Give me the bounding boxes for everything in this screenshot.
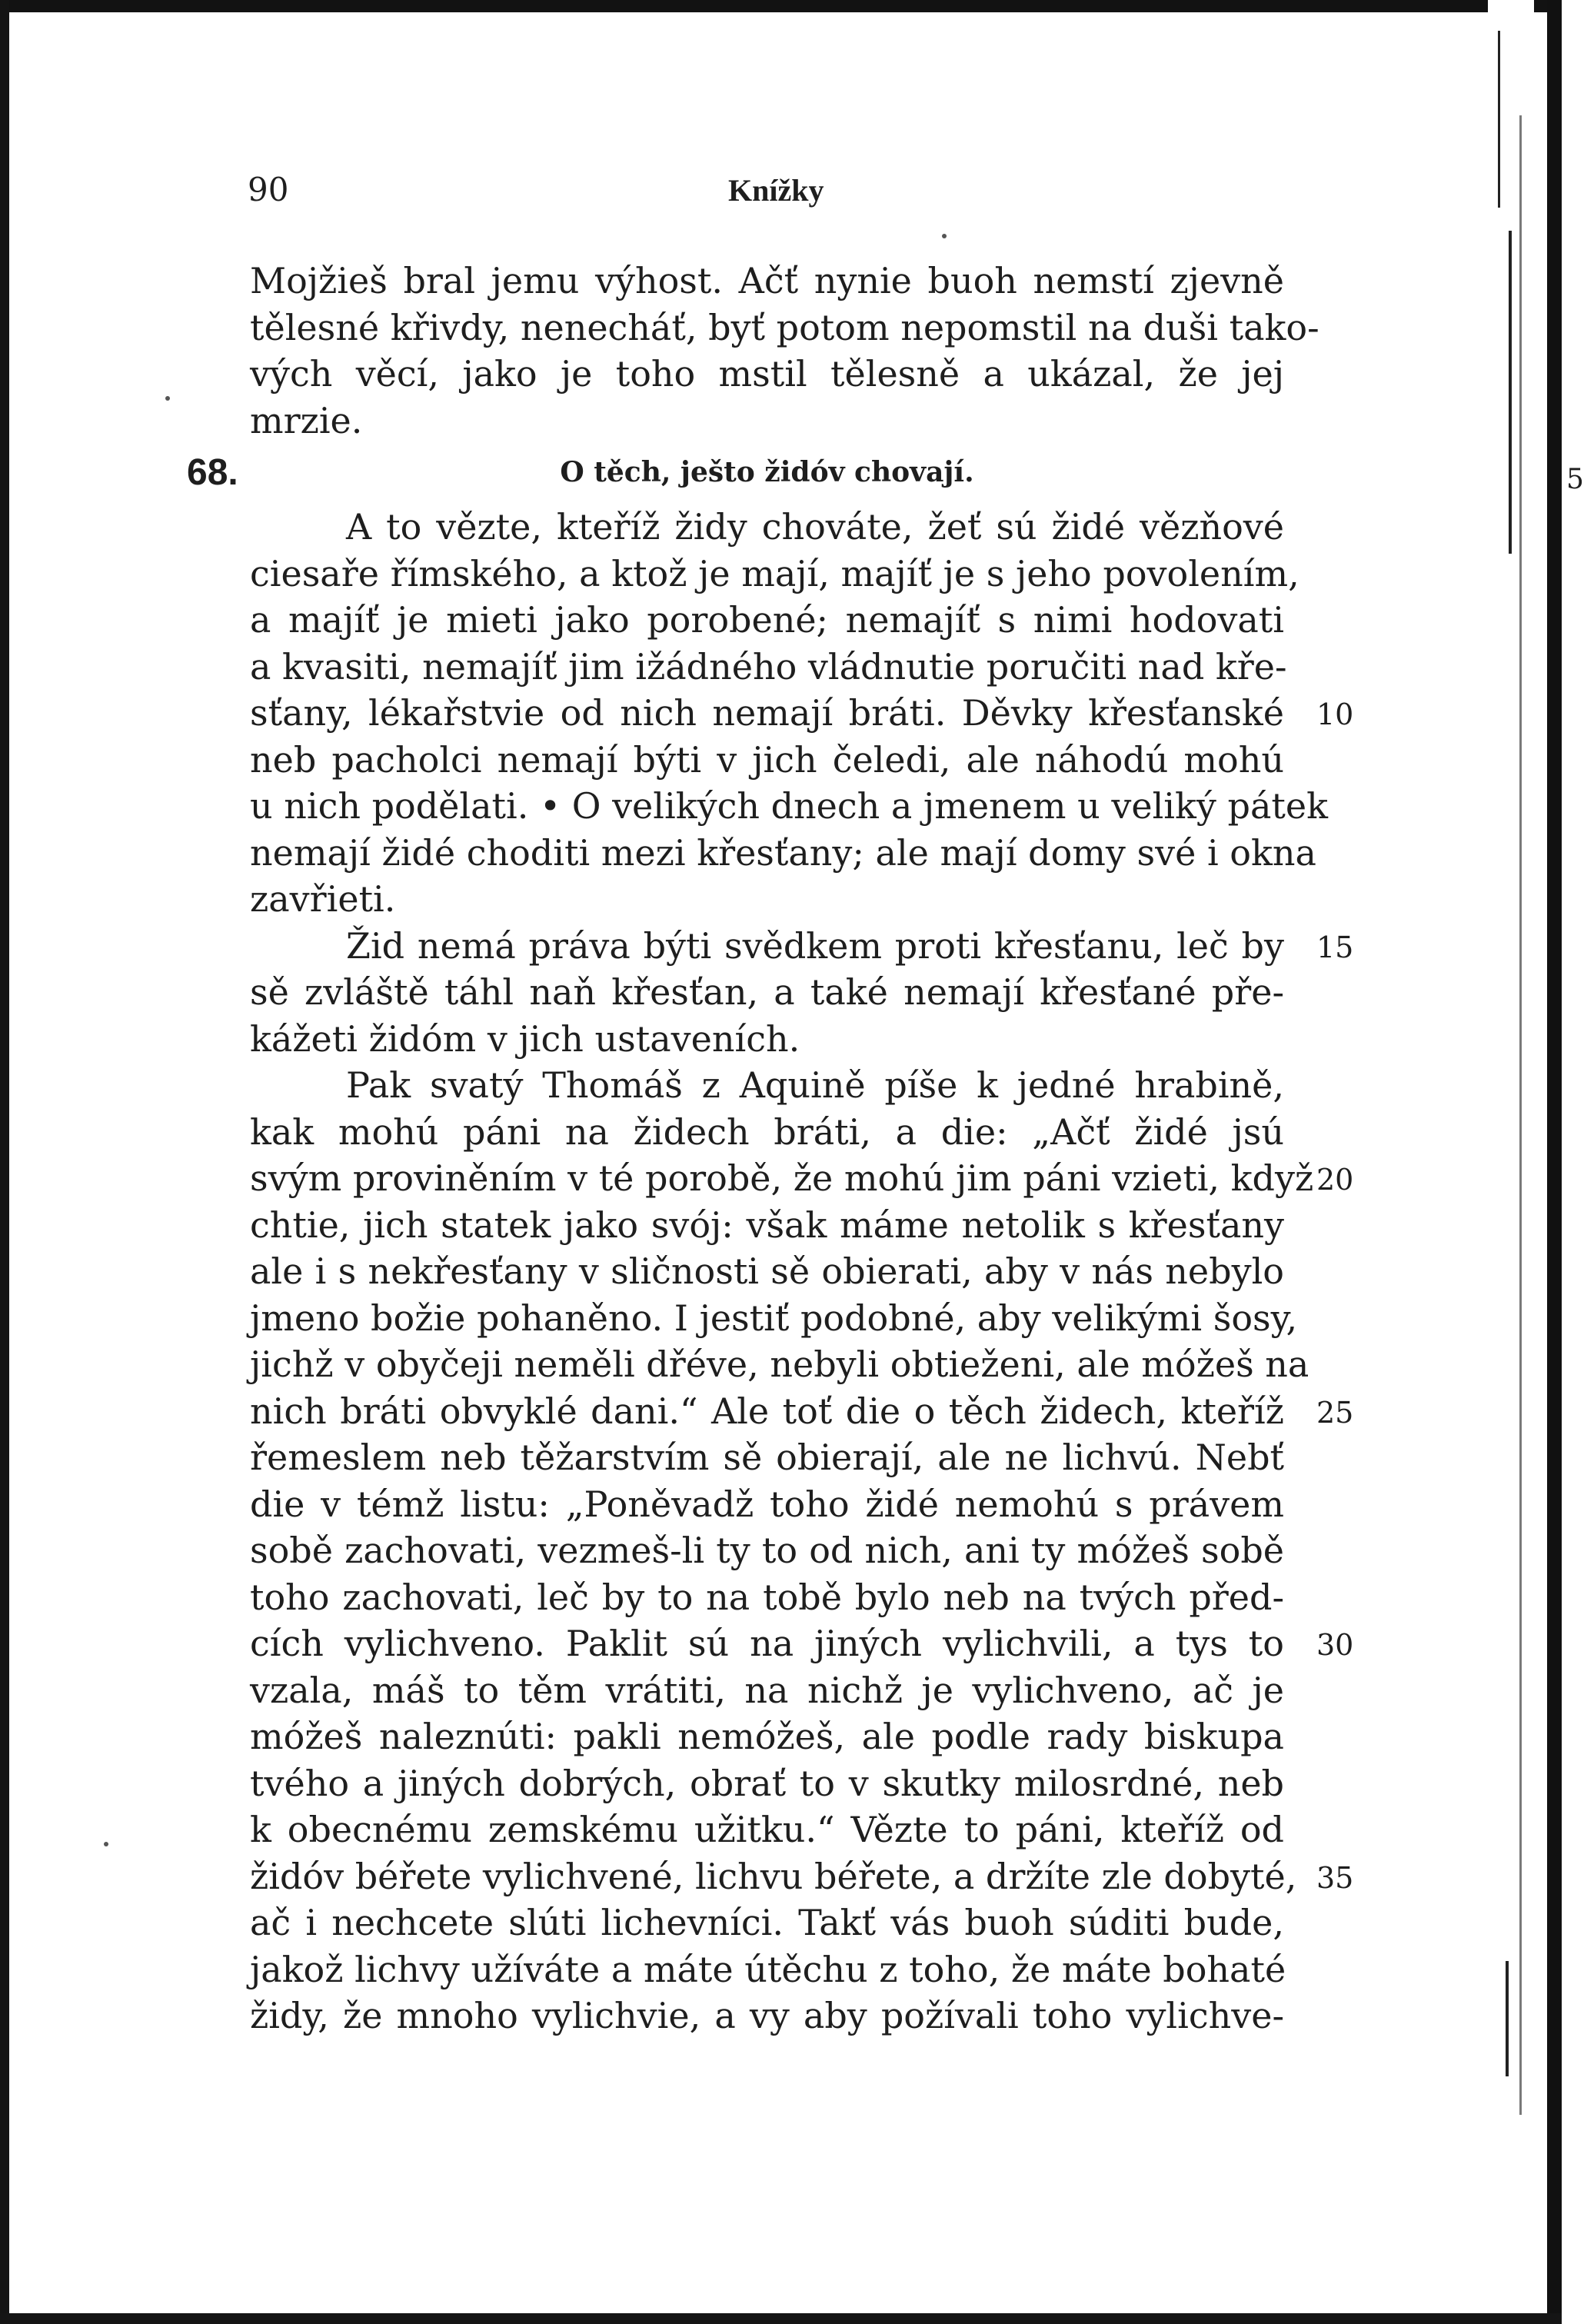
text-line: ač i nechcete slúti lichevníci. Takť vás buoh súditi bude,	[250, 1902, 1284, 1943]
text-line: móžeš naleznúti: pakli nemóžeš, ale podle rady biskupa	[250, 1716, 1284, 1757]
text-line: svým proviněním v té porobě, že mohú jim páni vzieti, když	[250, 1157, 1314, 1199]
text-line: tělesné křivdy, nenecháť, byť potom nepomstil na duši tako-	[250, 306, 1319, 348]
text-line: vých věcí, jako je toho mstil tělesně a ukázal, že jej	[250, 353, 1284, 395]
scan-edge-mark	[1509, 231, 1512, 554]
line-row	[250, 1109, 1284, 1156]
text-line: vzala, máš to těm vrátiti, na nichž je vylichveno, ač je	[250, 1669, 1284, 1711]
line-row	[250, 1434, 1284, 1481]
page-number: 90	[248, 171, 289, 208]
margin-line-number: 35	[1316, 1860, 1354, 1895]
text-line: ciesaře římského, a ktož je mají, majíť je s jeho povolením,	[250, 552, 1299, 594]
continuation-paragraph	[250, 258, 1319, 444]
line-row	[250, 1481, 1284, 1528]
line-row	[250, 1295, 1298, 1342]
scan-border-left	[0, 0, 9, 2324]
line-row	[250, 1248, 1284, 1295]
scan-border-top	[0, 0, 1562, 12]
line-row	[250, 551, 1299, 598]
text-line: zavřieti.	[250, 878, 396, 920]
text-line: nemají židé choditi mezi křesťany; ale mají domy své i okna	[250, 831, 1316, 874]
scan-edge-mark	[1519, 115, 1522, 2115]
line-row	[250, 923, 1354, 970]
text-line: ale i s nekřesťany v sličnosti sě obierati, aby v nás nebylo	[250, 1250, 1284, 1292]
line-row	[250, 1853, 1354, 1900]
text-line: nich bráti obvyklé dani.“ Ale toť die o těch židech, kteříž	[250, 1390, 1284, 1432]
line-row	[250, 737, 1284, 784]
text-line: židy, že mnoho vylichvie, a vy aby požívali toho vylichve-	[250, 1995, 1284, 2036]
line-row	[250, 597, 1284, 644]
line-row	[250, 1202, 1284, 1249]
section-heading	[187, 444, 1584, 504]
line-row	[250, 1667, 1284, 1714]
text-line: kak mohú páni na židech bráti, a die: „Ačť židé jsú	[250, 1110, 1284, 1153]
text-line: jmeno božie pohaněno. I jestiť podobné, aby velikými šosy,	[250, 1297, 1298, 1339]
line-row	[250, 1993, 1284, 2039]
line-row	[250, 876, 1284, 923]
text-line: neb pacholci nemají býti v jich čeledi, ale náhodú mohú	[250, 738, 1284, 781]
text-line: sťany, lékařstvie od nich nemají bráti. Děvky křesťanské	[250, 692, 1284, 734]
text-line: A to vězte, kteříž židy chováte, žeť sú židé vězňové	[346, 506, 1284, 548]
text-line: jichž v obyčeji neměli dřéve, nebyli obtieženi, ale móžeš na	[250, 1343, 1309, 1385]
line-row	[250, 969, 1284, 1016]
line-row	[250, 1155, 1354, 1202]
text-line: sobě zachovati, vezmeš-li ty to od nich, ani ty móžeš sobě	[250, 1530, 1284, 1571]
text-line: a kvasiti, nemajíť jim ižádného vládnutie poručiti nad kře-	[250, 645, 1287, 688]
line-row	[250, 1713, 1284, 1760]
line-row	[250, 1341, 1309, 1388]
text-line: die v témž listu: „Poněvadž toho židé nemohú s právem	[250, 1483, 1284, 1525]
ink-speck	[942, 234, 947, 238]
line-row	[250, 690, 1354, 737]
text-line: mrzie.	[250, 399, 363, 441]
margin-line-number: 20	[1316, 1163, 1354, 1197]
text-line: Pak svatý Thomáš z Aquině píše k jedné hrabině,	[346, 1064, 1284, 1106]
line-row	[250, 1527, 1284, 1574]
line-row	[250, 830, 1316, 877]
line-row	[250, 1760, 1284, 1807]
line-row	[250, 644, 1287, 691]
text-block	[187, 258, 1584, 2039]
scan-edge-mark	[1506, 1961, 1509, 2076]
line-row	[250, 1388, 1354, 1435]
line-row	[250, 1016, 1284, 1063]
text-line: řemeslem neb těžarstvím sě obierají, ale ne lichvú. Nebť	[250, 1437, 1284, 1478]
margin-line-number: 10	[1316, 698, 1354, 731]
margin-line-number: 25	[1316, 1395, 1354, 1430]
margin-line-number: 15	[1316, 930, 1354, 964]
line-row	[250, 1574, 1284, 1621]
section-number: 68.	[187, 452, 238, 493]
line-row	[250, 504, 1284, 551]
running-head	[248, 171, 1286, 217]
line-row	[250, 1899, 1284, 1946]
line-row	[250, 1620, 1354, 1667]
scan-border-right	[1547, 0, 1562, 2324]
line-row	[250, 1946, 1284, 1993]
text-line: k obecnému zemskému užitku.“ Vězte to páni, kteříž od	[250, 1809, 1284, 1850]
scan-border-bottom	[0, 2313, 1562, 2324]
running-title: Knížky	[728, 173, 824, 208]
text-line: a majíť je mieti jako porobené; nemajíť s nimi hodovati	[250, 599, 1284, 641]
text-line: kážeti židóm v jich ustaveních.	[250, 1017, 800, 1060]
text-line: sě zvláště táhl naň křesťan, a také nemají křesťané pře-	[250, 971, 1284, 1013]
text-line: u nich podělati. • O velikých dnech a jmenem u veliký pátek	[250, 785, 1328, 827]
line-row	[250, 1062, 1284, 1109]
text-line: Mojžieš bral jemu výhost. Ačť nynie buoh nemstí zjevně	[250, 260, 1284, 301]
line-row	[250, 1806, 1284, 1853]
text-line: cích vylichveno. Paklit sú na jiných vylichvili, a tys to	[250, 1623, 1284, 1664]
margin-line-number: 30	[1316, 1628, 1354, 1662]
section-title: O těch, ješto židóv chovají.	[560, 456, 974, 488]
text-line: chtie, jich statek jako svój: však máme netolik s křesťany	[250, 1204, 1284, 1246]
line-row	[250, 783, 1328, 830]
scan-edge-mark	[1498, 31, 1500, 208]
ink-speck	[165, 396, 170, 401]
text-line: židóv béřete vylichvené, lichvu béřete, a držíte zle dobyté,	[250, 1855, 1297, 1897]
text-line: jakož lichvy užíváte a máte útěchu z toho, že máte bohaté	[250, 1948, 1286, 1990]
text-line: toho zachovati, leč by to na tobě bylo neb na tvých před-	[250, 1576, 1284, 1618]
text-line: tvého a jiných dobrých, obrať to v skutky milosrdné, neb	[250, 1762, 1284, 1804]
margin-line-number: 5	[1566, 464, 1584, 495]
ink-speck	[104, 1842, 108, 1846]
text-line: Žid nemá práva býti svědkem proti křesťanu, leč by	[346, 924, 1284, 967]
section-body	[250, 504, 1354, 2039]
